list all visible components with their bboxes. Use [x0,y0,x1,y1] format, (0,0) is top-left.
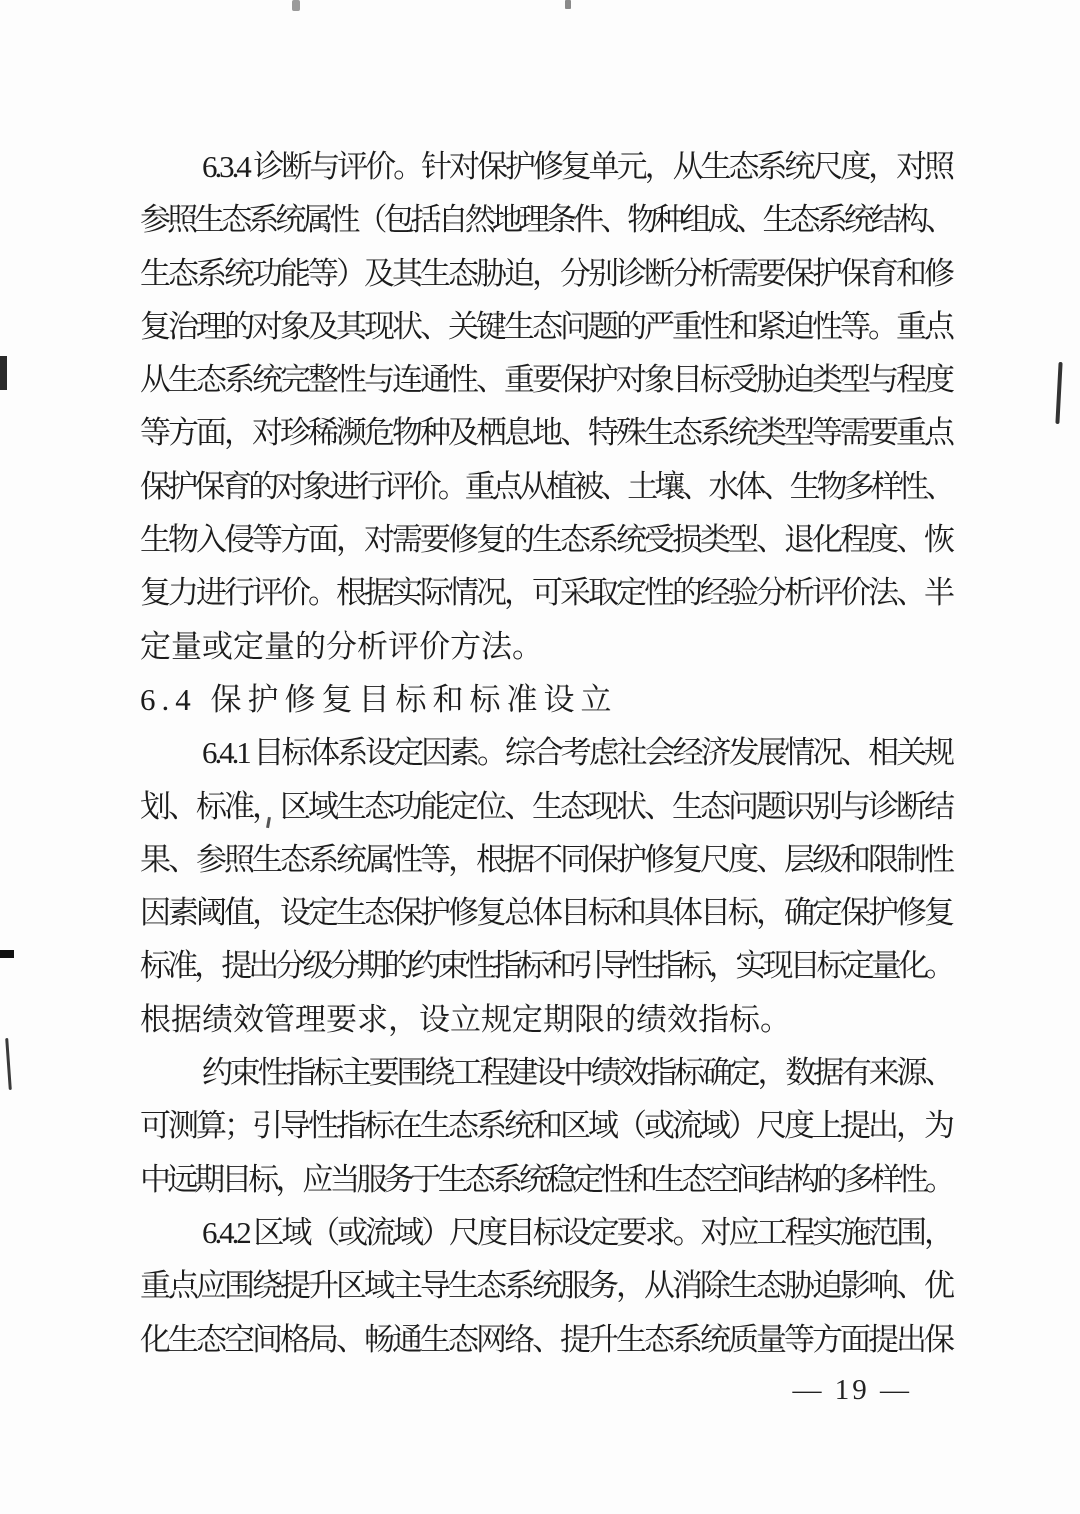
text-line-content: 标准，提出分级分期的约束性指标和引导性指标，实现目标定量化。 [140,948,952,984]
text-line [140,939,952,992]
text-line [140,780,952,833]
text-line [140,1153,952,1206]
section-heading [140,673,952,726]
text-line-content: 6.4 保护修复目标和标准设立 [140,681,618,717]
text-line [140,513,952,566]
text-line-content: 可测算；引导性指标在生态系统和区域（或流域）尺度上提出，为 [140,1108,952,1144]
scan-artifact-left-curve [5,1038,12,1090]
text-line [140,353,952,406]
text-line-content: 因素阈值，设定生态保护修复总体目标和具体目标，确定保护修复 [140,895,952,931]
text-line-content: 根据绩效管理要求，设立规定期限的绩效指标。 [140,1001,791,1037]
scan-artifact-top-left [292,0,300,11]
text-line-content: 保护保育的对象进行评价。重点从植被、土壤、水体、生物多样性、 [140,468,952,504]
text-line-content: 6.4.1 目标体系设定因素。综合考虑社会经济发展情况、相关规 [202,735,952,771]
text-line [140,833,952,886]
text-line-content: 6.3.4 诊断与评价。针对保护修复单元，从生态系统尺度，对照 [202,149,952,184]
text-line [140,620,952,673]
text-line [140,247,952,300]
text-line [140,140,952,193]
text-line [140,1206,952,1259]
text-line-content: 生物入侵等方面，对需要修复的生态系统受损类型、退化程度、恢 [140,522,952,558]
text-line-content: 从生态系统完整性与连通性、重要保护对象目标受胁迫类型与程度 [140,362,952,398]
text-line [140,1259,952,1312]
text-line-content: 重点应围绕提升区域主导生态系统服务，从消除生态胁迫影响、优 [140,1268,952,1304]
text-line-content: 等方面，对珍稀濒危物种及栖息地、特殊生态系统类型等需要重点 [140,415,952,451]
text-line [140,566,952,619]
text-line [140,406,952,459]
text-line [140,726,952,779]
text-body [140,140,952,1366]
text-line-content: 约束性指标主要围绕工程建设中绩效指标确定，数据有来源、 [202,1055,952,1091]
text-line-content: 划、标准，区域生态功能定位、生态现状、生态问题识别与诊断结 [140,788,952,824]
text-line-content: 果、参照生态系统属性等，根据不同保护修复尺度、层级和限制性 [140,841,952,877]
text-line [140,193,952,246]
scan-artifact-left-bar [0,356,7,390]
page-number: — 19 — [792,1374,912,1406]
scan-artifact-left-dash [0,950,14,958]
text-line [140,300,952,353]
text-line-content: 复治理的对象及其现状、关键生态问题的严重性和紧迫性等。重点 [140,308,952,344]
text-line [140,1099,952,1152]
scan-artifact-top-center [565,0,571,9]
text-line-content: 复力进行评价。根据实际情况，可采取定性的经验分析评价法、半 [140,575,952,611]
text-line-content: 定量或定量的分析评价方法。 [140,628,543,664]
text-line [140,993,952,1046]
text-line [140,1046,952,1099]
text-line-content: 中远期目标，应当服务于生态系统稳定性和生态空间结构的多样性。 [140,1161,952,1197]
text-line [140,460,952,513]
text-line-content: 6.4.2 区域（或流域）尺度目标设定要求。对应工程实施范围， [202,1214,952,1250]
text-line-content: 生态系统功能等）及其生态胁迫，分别诊断分析需要保护保育和修 [140,255,952,291]
text-line-content: 化生态空间格局、畅通生态网络、提升生态系统质量等方面提出保 [140,1321,952,1357]
scan-artifact-right-stroke [1055,362,1062,424]
text-line [140,1313,952,1366]
text-line-content: 参照生态系统属性（包括自然地理条件、物种组成、生态系统结构、 [140,202,952,238]
text-line [140,886,952,939]
